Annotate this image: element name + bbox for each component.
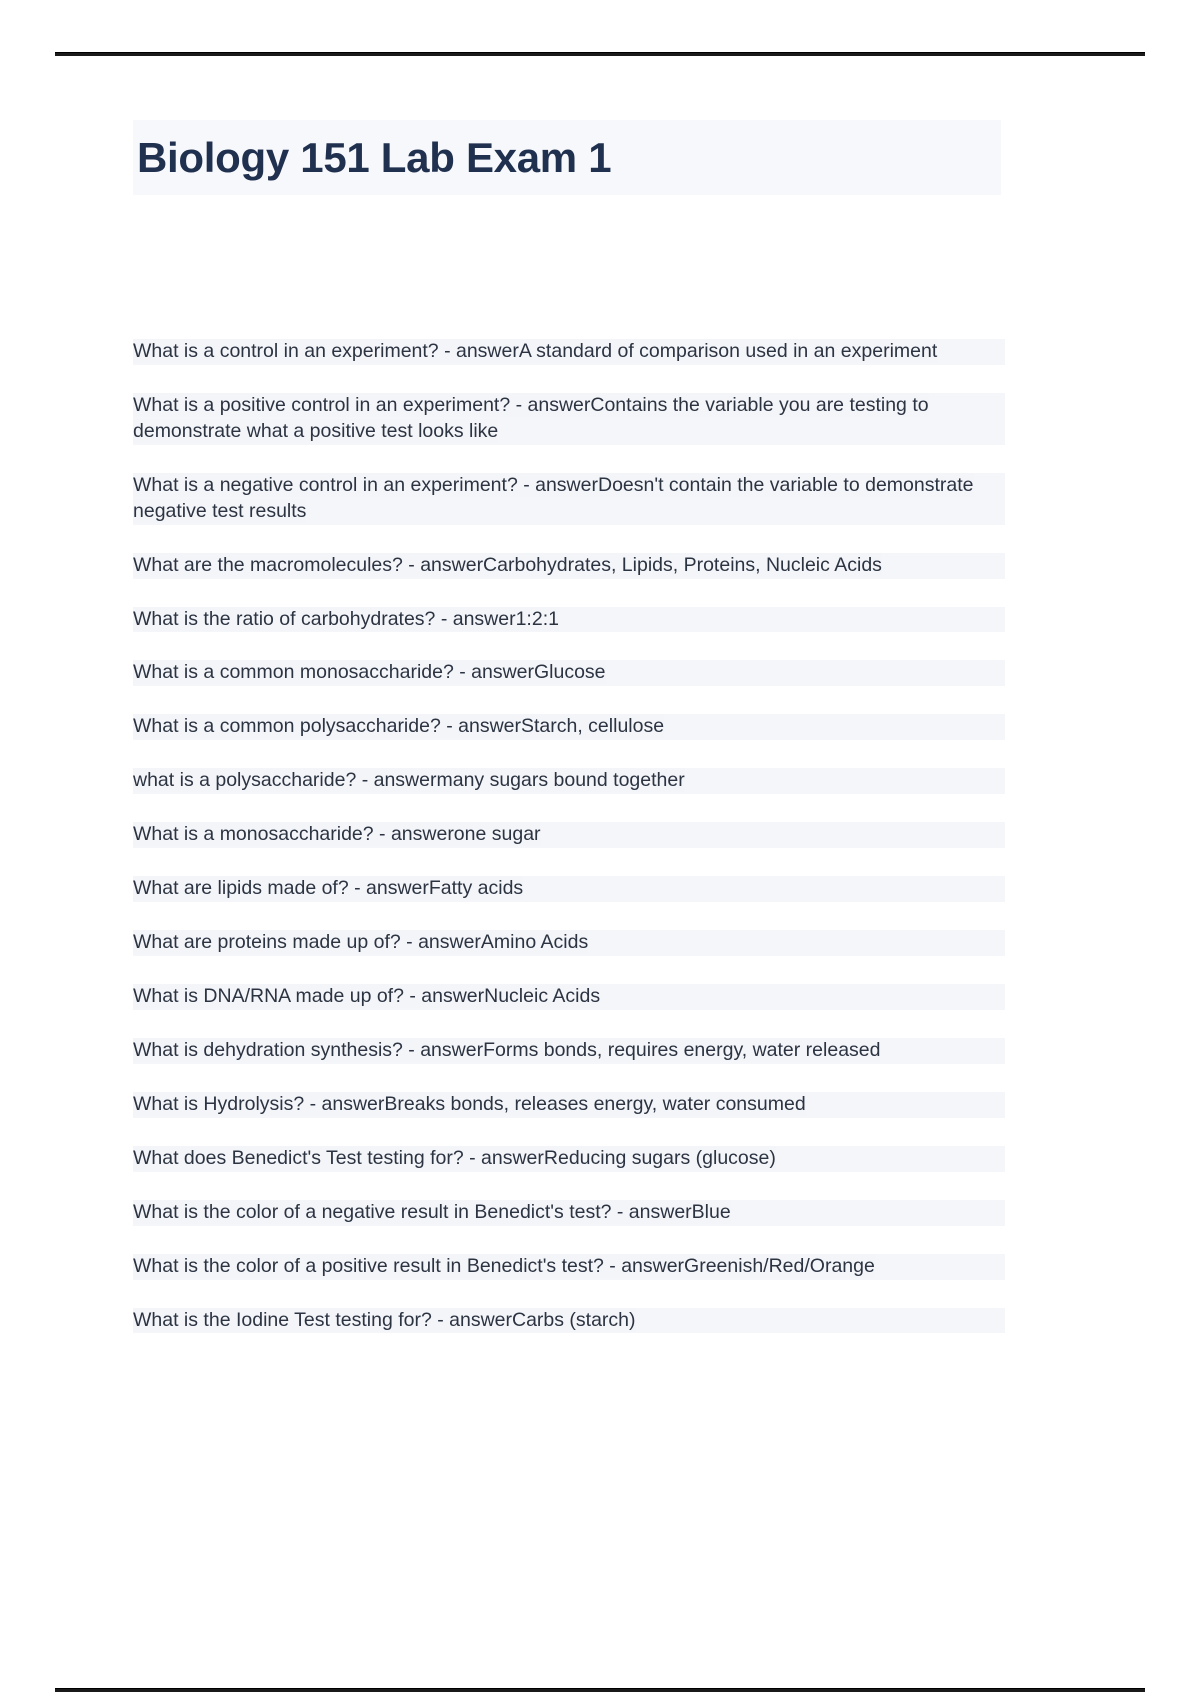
qa-item [133,714,1005,740]
qa-item [133,822,1005,848]
qa-item [133,984,1005,1010]
header-rule [55,52,1145,56]
qa-text: What is the ratio of carbohydrates? - answer1:2:1 [133,607,559,630]
qa-item [133,660,1005,686]
qa-text: What is a monosaccharide? - answerone sugar [133,823,541,846]
document-content [133,120,1005,1331]
qa-text: What is Hydrolysis? - answerBreaks bonds, releases energy, water consumed [133,1092,806,1115]
qa-text: What is the color of a negative result in Benedict's test? - answerBlue [133,1200,731,1223]
qa-item [133,1038,1005,1064]
qa-item [133,1254,1005,1280]
qa-item [133,553,1005,579]
qa-text: What are proteins made up of? - answerAmino Acids [133,931,589,954]
qa-text: What does Benedict's Test testing for? - answerReducing sugars (glucose) [133,1146,776,1169]
qa-item [133,393,1005,445]
qa-text: What is a control in an experiment? - answerA standard of comparison used in an experiment [133,340,938,362]
qa-item [133,339,1005,365]
qa-text: What is DNA/RNA made up of? - answerNucleic Acids [133,984,601,1007]
qa-text: What is the color of a positive result in Benedict's test? - answerGreenish/Red/Orange [133,1254,875,1277]
qa-text: what is a polysaccharide? - answermany sugars bound together [133,769,685,792]
qa-text: What is a negative control in an experiment? - answerDoesn't contain the variable to demonstrate negative test results [133,473,974,522]
qa-text: What is a common polysaccharide? - answerStarch, cellulose [133,715,665,738]
qa-item [133,768,1005,794]
qa-item [133,1146,1005,1172]
qa-item [133,1200,1005,1226]
footer-rule [55,1688,1145,1692]
qa-item [133,1308,1005,1334]
qa-item [133,930,1005,956]
qa-item [133,1092,1005,1118]
qa-text: What is a positive control in an experiment? - answerContains the variable you are testing to demonstrate what a positive test looks like [133,393,929,442]
qa-item [133,473,1005,525]
page-title: Biology 151 Lab Exam 1 [133,120,1001,195]
qa-text: What are lipids made of? - answerFatty acids [133,877,524,900]
qa-text: What are the macromolecules? - answerCarbohydrates, Lipids, Proteins, Nucleic Acids [133,553,882,576]
qa-item [133,607,1005,633]
qa-text: What is dehydration synthesis? - answerForms bonds, requires energy, water released [133,1038,881,1061]
qa-text: What is the Iodine Test testing for? - answerCarbs (starch) [133,1308,636,1331]
qa-item [133,876,1005,902]
qa-text: What is a common monosaccharide? - answerGlucose [133,661,606,684]
qa-list [133,339,1005,1333]
